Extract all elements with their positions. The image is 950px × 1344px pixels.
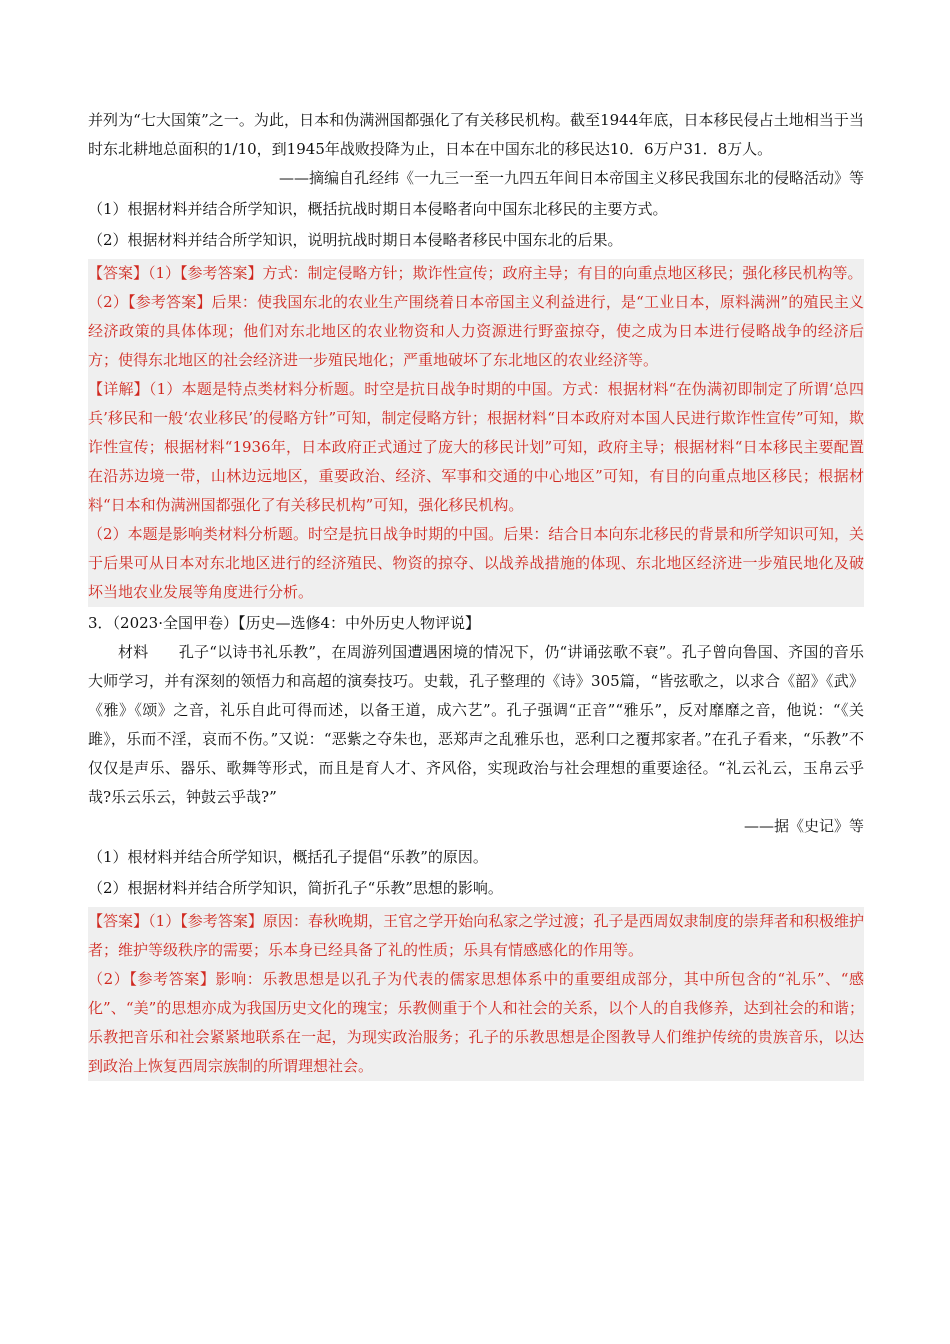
q3-answer-1: 【答案】（1）【参考答案】原因：春秋晚期，王官之学开始向私家之学过渡；孔子是西周奴隶制度的崇拜者和积极维护者；维护等级秩序的需要；乐本身已经具备了礼的性质；乐具有情感感化的作用等。 bbox=[88, 907, 864, 965]
q2-detail-2: （2）本题是影响类材料分析题。时空是抗日战争时期的中国。后果：结合日本向东北移民的背景和所学知识可知，关于后果可从日本对东北地区进行的经济殖民、物资的掠夺、以战养战措施的体现、东北地区经济进一步殖民地化及破坏当地农业发展等角度进行分析。 bbox=[88, 520, 864, 607]
document-page bbox=[88, 106, 864, 1081]
q3-subquestion-2: （2）根据材料并结合所学知识，简折孔子“乐教”思想的影响。 bbox=[88, 879, 503, 897]
q3-subquestion-1: （1）根材料并结合所学知识，概括孔子提倡“乐教”的原因。 bbox=[88, 848, 488, 866]
q3-heading: 3．（2023·全国甲卷）【历史—选修4：中外历史人物评说】 bbox=[88, 614, 481, 632]
q2-answer-2: （2）【参考答案】后果：使我国东北的农业生产围绕着日本帝国主义利益进行，是“工业日本，原料满洲”的殖民主义经济政策的具体体现；他们对东北地区的农业物资和人力资源进行野蛮掠夺，使之成为日本进行侵略战争的经济后方；使得东北地区的社会经济进一步殖民地化；严重地破坏了东北地区的农业经济等。 bbox=[88, 288, 864, 375]
q3-source: ——据《史记》等 bbox=[743, 817, 864, 835]
q2-source: ——摘编自孔经纬《一九三一至一九四五年间日本帝国主义移民我国东北的侵略活动》等 bbox=[278, 169, 864, 187]
q2-material-tail: 并列为“七大国策”之一。为此，日本和伪满洲国都强化了有关移民机构。截至1944年底，日本移民侵占土地相当于当时东北耕地总面积的1/10，到1945年战败投降为止，日本在中国东北的移民达10．6万户31．8万人。 bbox=[88, 111, 864, 158]
q3-answer-2: （2）【参考答案】影响：乐教思想是以孔子为代表的儒家思想体系中的重要组成部分，其中所包含的“礼乐”、“感化”、“美”的思想亦成为我国历史文化的瑰宝；乐教侧重于个人和社会的关系，以个人的自我修养，达到社会的和谐；乐教把音乐和社会紧紧地联系在一起，为现实政治服务；孔子的乐教思想是企图教导人们维护传统的贵族音乐，以达到政治上恢复西周宗族制的所谓理想社会。 bbox=[88, 965, 864, 1081]
q2-subquestion-1: （1）根据材料并结合所学知识，概括抗战时期日本侵略者向中国东北移民的主要方式。 bbox=[88, 200, 668, 218]
q2-detail-1: 【详解】（1）本题是特点类材料分析题。时空是抗日战争时期的中国。方式：根据材料“在伪满初即制定了所谓‘总四兵’移民和一般‘农业移民’的侵略方针”可知，制定侵略方针；根据材料“日本政府对本国人民进行欺诈性宣传”可知，欺诈性宣传；根据材料“1936年，日本政府正式通过了庞大的移民计划”可知，政府主导；根据材料“日本移民主要配置在沿苏边境一带，山林边远地区，重要政治、经济、军事和交通的中心地区”可知，有目的向重点地区移民；根据材料“日本和伪满洲国都强化了有关移民机构”可知，强化移民机构。 bbox=[88, 375, 864, 520]
q2-answer-1: 【答案】（1）【参考答案】方式：制定侵略方针；欺诈性宣传；政府主导；有目的向重点地区移民；强化移民机构等。 bbox=[88, 259, 864, 288]
q2-subquestion-2: （2）根据材料并结合所学知识，说明抗战时期日本侵略者移民中国东北的后果。 bbox=[88, 231, 623, 249]
q3-material: 材料 孔子“以诗书礼乐教”，在周游列国遭遇困境的情况下，仍“讲诵弦歌不衰”。孔子曾向鲁国、齐国的音乐大师学习，并有深刻的领悟力和高超的演奏技巧。史载，孔子整理的《诗》305篇，“皆弦歌之，以求合《韶》《武》《雅》《颂》之音，礼乐自此可得而述，以备王道，成六艺”。孔子强调“正音”“雅乐”，反对靡靡之音，他说：“《关雎》，乐而不淫，哀而不伤。”又说：“恶紫之夺朱也，恶郑声之乱雅乐也，恶利口之覆邦家者。”在孔子看来，“乐教”不仅仅是声乐、器乐、歌舞等形式，而且是育人才、齐风俗，实现政治与社会理想的重要途径。“礼云礼云，玉帛云乎哉?乐云乐云，钟鼓云乎哉?” bbox=[88, 643, 864, 806]
